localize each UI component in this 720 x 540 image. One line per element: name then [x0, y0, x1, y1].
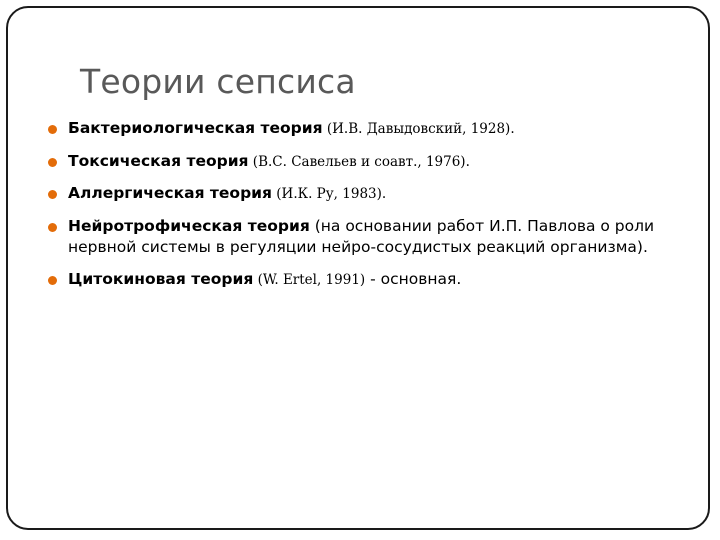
list-item [48, 118, 698, 141]
bullet-icon [48, 190, 57, 199]
theory-name: Бактериологическая теория [68, 119, 323, 137]
theory-description: (на основании работ И.П. Павлова о роли нервной системы в регуляции нейро-сосудистых реакций организма). [68, 216, 655, 256]
bullet-list [48, 118, 698, 301]
bullet-icon [48, 158, 57, 167]
theory-name: Нейротрофическая теория [68, 216, 310, 235]
theory-name: Токсическая теория [68, 151, 249, 170]
theory-citation: (W. Ertel, 1991) [253, 271, 366, 288]
bullet-icon [48, 276, 57, 285]
list-item [48, 269, 698, 292]
theory-citation: (И.К. Ру, 1983). [272, 186, 387, 202]
theory-citation: (В.С. Савельев и соавт., 1976). [248, 153, 470, 170]
slide-title: Теории сепсиса [80, 62, 356, 101]
theory-citation: (И.В. Давыдовский, 1928). [322, 121, 515, 137]
list-item [48, 216, 698, 259]
list-item [48, 151, 698, 174]
theory-note: - основная. [365, 269, 462, 288]
theory-name: Аллергическая теория [68, 184, 272, 202]
bullet-icon [48, 223, 57, 232]
theory-name: Цитокиновая теория [68, 269, 254, 288]
list-item [48, 183, 698, 206]
bullet-icon [48, 125, 57, 134]
